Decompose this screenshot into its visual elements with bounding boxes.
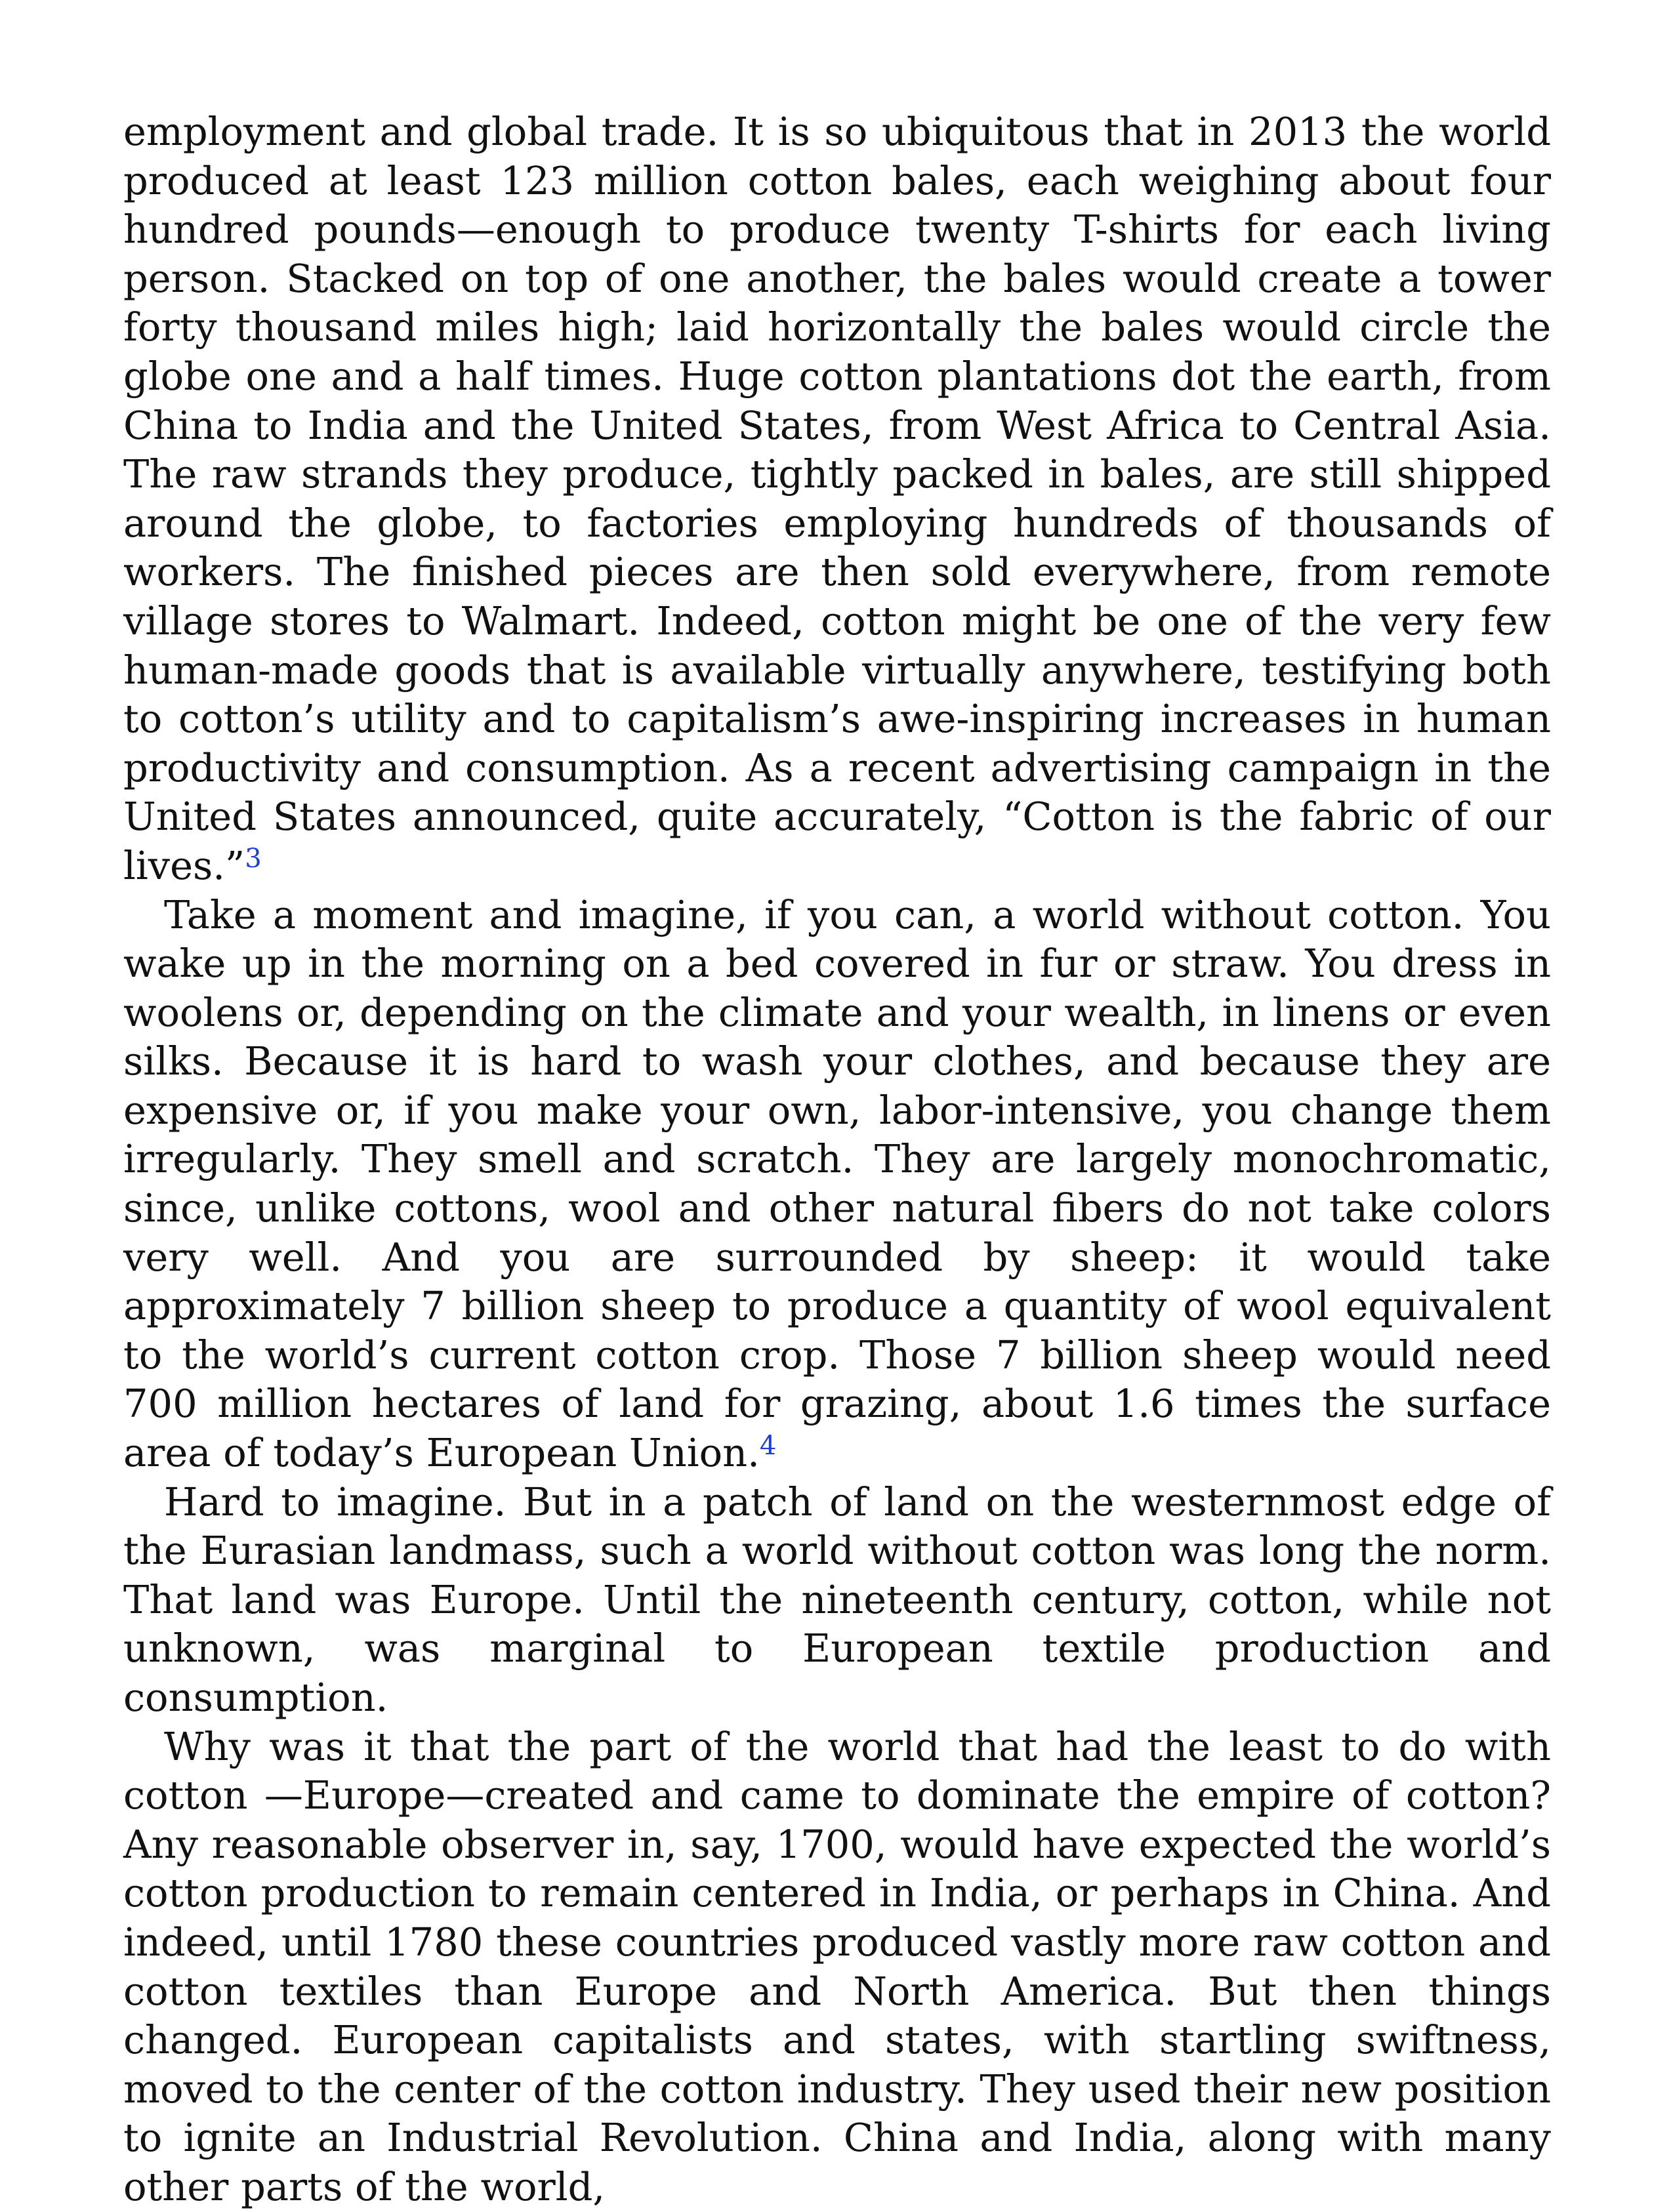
footnote-ref-3[interactable]: 3 <box>245 843 262 874</box>
paragraph-text: Hard to imagine. But in a patch of land on the westernmost edge of the Eurasian landmass, such a world without cotton was long the norm. That land was Europe. Until the nineteenth century, cotton, while not unknown, was marginal to European textile production and consumption. <box>123 1479 1551 1720</box>
paragraph <box>123 891 1551 1478</box>
paragraph-text: Why was it that the part of the world that had the least to do with cotton —Europe—created and came to dominate the empire of cotton? Any reasonable observer in, say, 1700, would have expected the world’s cotton production to remain centered in India, or perhaps in China. And indeed, until 1780 these countries produced vastly more raw cotton and cotton textiles than Europe and North America. But then things changed. European capitalists and states, with startling swiftness, moved to the center of the cotton industry. They used their new position to ignite an Industrial Revolution. China and India, along with many other parts of the world, <box>123 1723 1551 2209</box>
paragraph <box>123 1723 1551 2212</box>
book-page <box>123 108 1551 2212</box>
paragraph <box>123 108 1551 891</box>
paragraph-text: Take a moment and imagine, if you can, a world without cotton. You wake up in the morning on a bed covered in fur or straw. You dress in woolens or, depending on the climate and your wealth, in linens or even silks. Because it is hard to wash your clothes, and because they are expensive or, if you make your own, labor-intensive, you change them irregularly. They smell and scratch. They are largely monochromatic, since, unlike cottons, wool and other natural fibers do not take colors very well. And you are surrounded by sheep: it would take approximately 7 billion sheep to produce a quantity of wool equivalent to the world’s current cotton crop. Those 7 billion sheep would need 700 million hectares of land for grazing, about 1.6 times the surface area of today’s European Union. <box>123 891 1551 1476</box>
footnote-ref-4[interactable]: 4 <box>759 1431 777 1462</box>
paragraph <box>123 1478 1551 1723</box>
paragraph-text: employment and global trade. It is so ubiquitous that in 2013 the world produced at least 123 million cotton bales, each weighing about four hundred pounds—enough to produce twenty T-shirts for each living person. Stacked on top of one another, the bales would create a tower forty thousand miles high; laid horizontally the bales would circle the globe one and a half times. Huge cotton plantations dot the earth, from China to India and the United States, from West Africa to Central Asia. The raw strands they produce, tightly packed in bales, are still shipped around the globe, to factories employing hundreds of thousands of workers. The finished pieces are then sold everywhere, from remote village stores to Walmart. Indeed, cotton might be one of the very few human-made goods that is available virtually anywhere, testifying both to cotton’s utility and to capitalism’s awe-inspiring increases in human productivity and consumption. As a recent advertising campaign in the United States announced, quite accurately, “Cotton is the fabric of our lives.” <box>123 109 1551 888</box>
